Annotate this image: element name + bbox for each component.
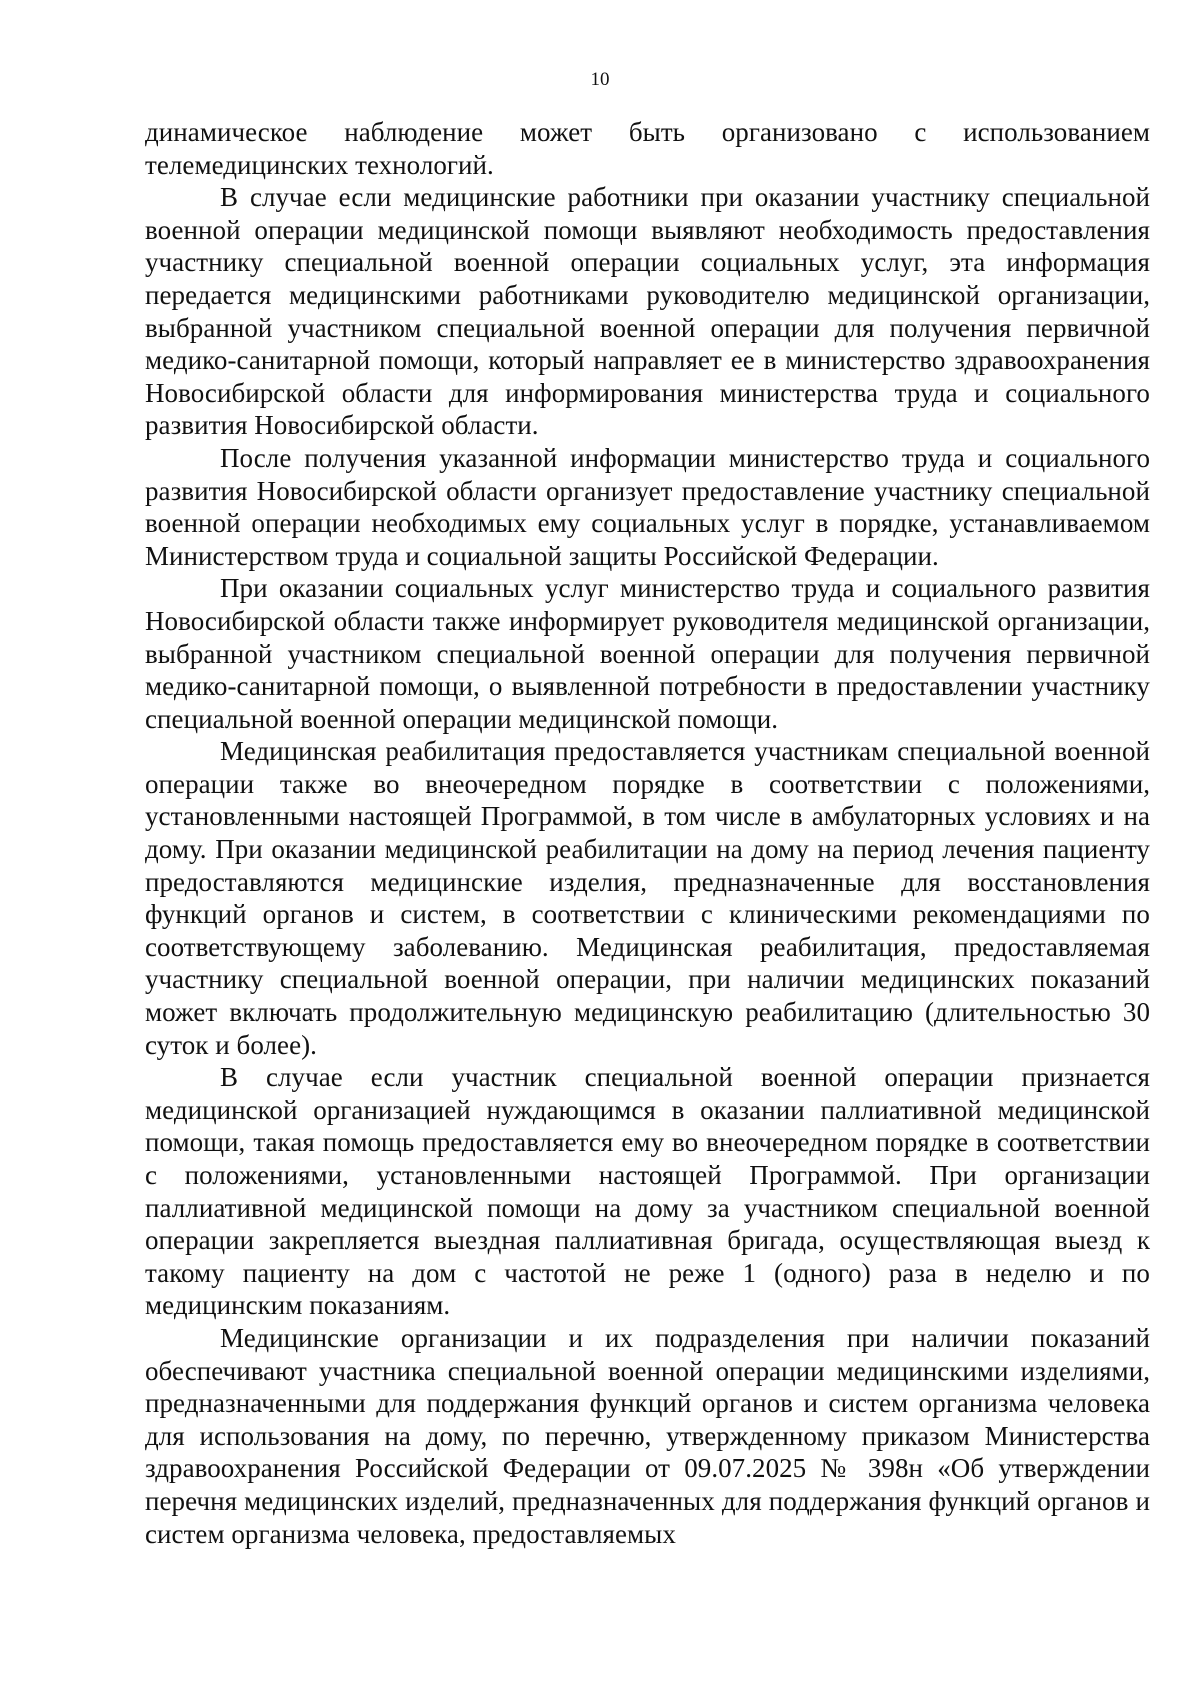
- paragraph-medical-devices: Медицинские организации и их подразделения при наличии показаний обеспечивают участника специальной военной операции медицинскими изделиями, предназначенными для поддержания функций органов и систем организма человека для использования на дому, по перечню, утвержденному приказом Министерства здравоохранения Российской Федерации от 09.07.2025 № 398н «Об утверждении перечня медицинских изделий, предназначенных для поддержания функций органов и систем организма человека, предоставляемых: [145, 1322, 1150, 1549]
- paragraph-1-continuation: динамическое наблюдение может быть организовано с использованием телемедицинских технологий.: [145, 117, 1150, 180]
- paragraph-ministry-labor-services: После получения указанной информации министерство труда и социального развития Новосибирской области организует предоставление участнику специальной военной операции необходимых ему социальных услуг в порядке, устанавливаемом Министерством труда и социальной защиты Российской Федерации.: [145, 442, 1150, 571]
- page-number: 10: [590, 69, 610, 90]
- document-body: [145, 116, 1150, 1550]
- paragraph-palliative-care: В случае если участник специальной военной операции признается медицинской организацией нуждающимся в оказании паллиативной медицинской помощи, такая помощь предоставляется ему во внеочередном порядке в соответствии с положениями, установленными настоящей Программой. При организации паллиативной медицинской помощи на дому за участником специальной военной операции закрепляется выездная паллиативная бригада, осуществляющая выезд к такому пациенту на дом с частотой не реже 1 (одного) раза в неделю и по медицинским показаниям.: [145, 1062, 1150, 1321]
- paragraph-medical-rehabilitation: Медицинская реабилитация предоставляется участникам специальной военной операции также во внеочередном порядке в соответствии с положениями, установленными настоящей Программой, в том числе в амбулаторных условиях и на дому. При оказании медицинской реабилитации на дому на период лечения пациенту предоставляются медицинские изделия, предназначенные для восстановления функций органов и систем, в соответствии с клиническими рекомендациями по соответствующему заболеванию. Медицинская реабилитация, предоставляемая участнику специальной военной операции, при наличии медицинских показаний может включать продолжительную медицинскую реабилитацию (длительностью 30 суток и более).: [145, 736, 1150, 1060]
- paragraph-ministry-informs-head: При оказании социальных услуг министерство труда и социального развития Новосибирской области также информирует руководителя медицинской организации, выбранной участником специальной военной операции для получения первичной медико-санитарной помощи, о выявленной потребности в предоставлении участнику специальной военной операции медицинской помощи.: [145, 573, 1150, 734]
- paragraph-social-services-need: В случае если медицинские работники при оказании участнику специальной военной операции медицинской помощи выявляют необходимость предоставления участнику специальной военной операции социальных услуг, эта информация передается медицинскими работниками руководителю медицинской организации, выбранной участником специальной военной операции для получения первичной медико-санитарной помощи, который направляет ее в министерство здравоохранения Новосибирской области для информирования министерства труда и социального развития Новосибирской области.: [145, 182, 1150, 441]
